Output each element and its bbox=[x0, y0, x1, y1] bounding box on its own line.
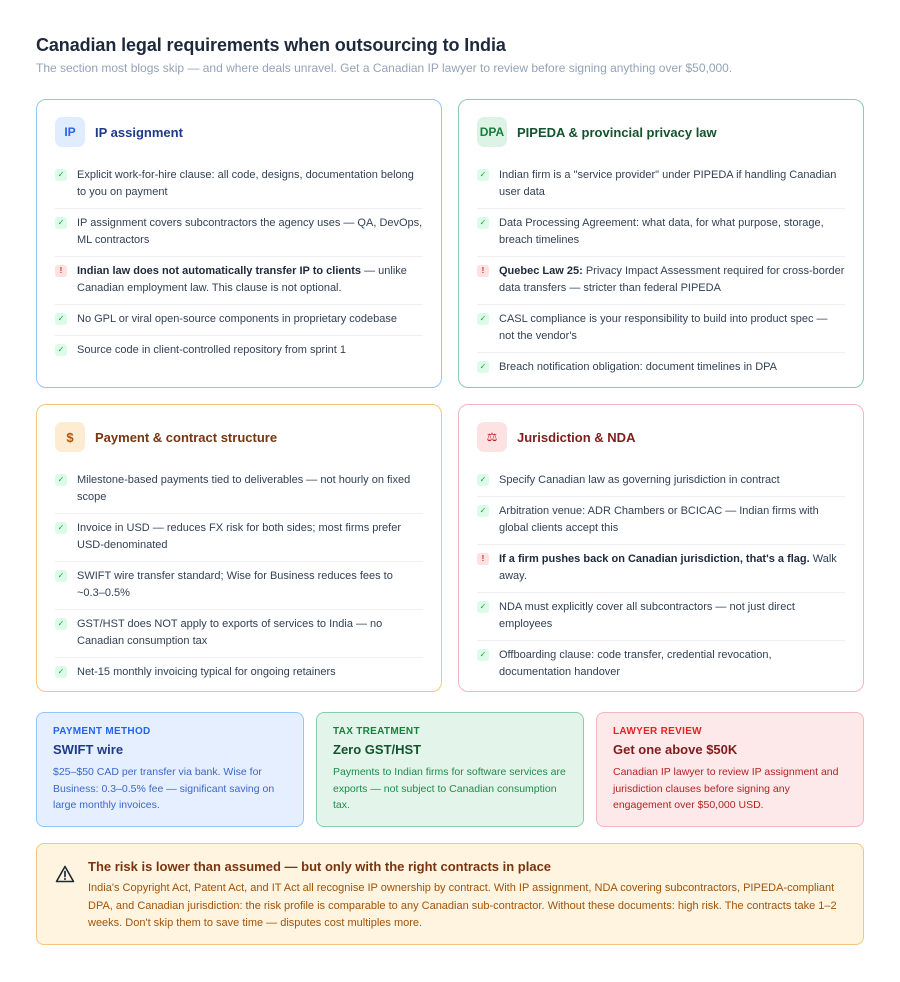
tax-treatment-stat bbox=[316, 712, 584, 827]
requirement-text bbox=[499, 599, 845, 633]
requirement-detail: Indian firm is a "service provider" under PIPEDA if handling Canadian user data bbox=[499, 169, 837, 198]
requirement-detail: Arbitration venue: ADR Chambers or BCICAC — Indian firms with global clients accept this bbox=[499, 505, 819, 534]
checkmark-icon: ✓ bbox=[477, 649, 489, 661]
requirement-item bbox=[477, 593, 845, 641]
stat-description: Canadian IP lawyer to review IP assignment and jurisdiction clauses before signing any engagement over $50,000 USD. bbox=[613, 766, 839, 811]
requirement-text bbox=[77, 616, 423, 650]
requirement-emphasis: Quebec Law 25: bbox=[499, 265, 583, 277]
requirement-detail: Offboarding clause: code transfer, credential revocation, documentation handover bbox=[499, 649, 772, 678]
requirement-detail: GST/HST does NOT apply to exports of services to India — no Canadian consumption tax bbox=[77, 618, 383, 647]
privacy-law-card bbox=[458, 99, 864, 388]
requirement-detail: Data Processing Agreement: what data, for what purpose, storage, breach timelines bbox=[499, 217, 824, 246]
requirement-text bbox=[77, 311, 397, 328]
warning-triangle-icon bbox=[55, 864, 75, 884]
requirement-item bbox=[55, 161, 423, 209]
requirement-list bbox=[55, 161, 423, 366]
requirement-emphasis: If a firm pushes back on Canadian jurisdiction, that's a flag. bbox=[499, 553, 810, 565]
requirement-text bbox=[77, 342, 346, 359]
requirement-text bbox=[499, 215, 845, 249]
requirement-list bbox=[477, 466, 845, 688]
requirement-item bbox=[477, 353, 845, 383]
ip-assignment-card bbox=[36, 99, 442, 388]
requirement-detail: No GPL or viral open-source components in proprietary codebase bbox=[77, 313, 397, 325]
stat-value: SWIFT wire bbox=[53, 742, 124, 757]
requirement-item bbox=[55, 209, 423, 257]
card-title: Jurisdiction & NDA bbox=[517, 429, 636, 445]
requirement-item bbox=[55, 514, 423, 562]
checkmark-icon: ✓ bbox=[55, 570, 67, 582]
requirement-item bbox=[477, 305, 845, 353]
requirement-item bbox=[55, 466, 423, 514]
jurisdiction-nda-card bbox=[458, 404, 864, 692]
checkmark-icon: ✓ bbox=[477, 505, 489, 517]
risk-title: The risk is lower than assumed — but only with the right contracts in place bbox=[88, 859, 552, 874]
requirement-text bbox=[499, 647, 845, 681]
checkmark-icon: ✓ bbox=[55, 666, 67, 678]
stat-value: Get one above $50K bbox=[613, 742, 738, 757]
requirement-item bbox=[477, 497, 845, 545]
stat-description: Payments to Indian firms for software services are exports — not subject to Canadian consumption tax. bbox=[333, 766, 566, 811]
requirement-emphasis: Indian law does not automatically transfer IP to clients bbox=[77, 265, 362, 277]
checkmark-icon: ✓ bbox=[55, 474, 67, 486]
stat-label: LAWYER REVIEW bbox=[613, 726, 702, 737]
requirement-text bbox=[77, 472, 423, 506]
requirement-item bbox=[477, 209, 845, 257]
requirement-detail: Specify Canadian law as governing jurisdiction in contract bbox=[499, 474, 780, 486]
stat-value: Zero GST/HST bbox=[333, 742, 422, 757]
requirement-text bbox=[499, 551, 845, 585]
requirement-detail: NDA must explicitly cover all subcontractors — not just direct employees bbox=[499, 601, 795, 630]
requirement-detail: Net-15 monthly invoicing typical for ongoing retainers bbox=[77, 666, 336, 678]
requirement-detail: Breach notification obligation: document timelines in DPA bbox=[499, 361, 778, 373]
checkmark-icon: ✓ bbox=[477, 169, 489, 181]
exclamation-icon: ! bbox=[477, 553, 489, 565]
ip-badge-icon: IP bbox=[55, 117, 85, 147]
requirement-item bbox=[55, 257, 423, 305]
requirement-text bbox=[499, 311, 845, 345]
requirement-detail: Invoice in USD — reduces FX risk for both sides; most firms prefer USD-denominated bbox=[77, 522, 401, 551]
requirement-item bbox=[477, 257, 845, 305]
scales-badge-icon: ⚖ bbox=[477, 422, 507, 452]
requirement-text bbox=[499, 263, 845, 297]
requirement-detail: Walk away. bbox=[499, 553, 837, 582]
payment-contract-card bbox=[36, 404, 442, 692]
requirement-item bbox=[55, 336, 423, 366]
requirement-text bbox=[77, 664, 336, 681]
requirement-item bbox=[477, 641, 845, 688]
requirement-detail: SWIFT wire transfer standard; Wise for Business reduces fees to ~0.3–0.5% bbox=[77, 570, 393, 599]
checkmark-icon: ✓ bbox=[477, 601, 489, 613]
stat-label: PAYMENT METHOD bbox=[53, 726, 151, 737]
stat-label: TAX TREATMENT bbox=[333, 726, 420, 737]
requirement-detail: Source code in client-controlled repository from sprint 1 bbox=[77, 344, 347, 356]
requirement-item bbox=[477, 545, 845, 593]
requirement-list bbox=[55, 466, 423, 688]
risk-callout bbox=[36, 843, 864, 945]
requirement-item bbox=[477, 161, 845, 209]
dollar-badge-icon: $ bbox=[55, 422, 85, 452]
checkmark-icon: ✓ bbox=[55, 313, 67, 325]
checkmark-icon: ✓ bbox=[477, 217, 489, 229]
risk-text: India's Copyright Act, Patent Act, and IT Act all recognise IP ownership by contract. With IP assignment, NDA covering subcontractors, PIPEDA-compliant DPA, and Canadian jurisdiction: the risk profile is comparable to any Canadian sub-contractor. Without these documents: high risk. The contracts take 1–2 weeks. Don't skip them to save time — disputes cost multiples more. bbox=[88, 882, 837, 929]
requirement-text bbox=[77, 263, 423, 297]
page-subtitle: The section most blogs skip — and where deals unravel. Get a Canadian IP lawyer to review before signing anything over $50,000. bbox=[36, 61, 733, 75]
lawyer-review-stat bbox=[596, 712, 864, 827]
checkmark-icon: ✓ bbox=[55, 217, 67, 229]
checkmark-icon: ✓ bbox=[477, 474, 489, 486]
requirement-detail: IP assignment covers subcontractors the agency uses — QA, DevOps, ML contractors bbox=[77, 217, 423, 246]
requirement-text bbox=[499, 167, 845, 201]
card-title: Payment & contract structure bbox=[95, 429, 278, 445]
requirement-item bbox=[55, 562, 423, 610]
card-title: IP assignment bbox=[95, 124, 183, 140]
requirement-detail: CASL compliance is your responsibility to build into product spec — not the vendor's bbox=[499, 313, 828, 342]
stat-description: $25–$50 CAD per transfer via bank. Wise for Business: 0.3–0.5% fee — significant saving on large monthly invoices. bbox=[53, 766, 275, 811]
requirement-text bbox=[77, 215, 423, 249]
requirement-detail: Privacy Impact Assessment required for cross-border data transfers — stricter than federal PIPEDA bbox=[499, 265, 845, 294]
requirement-text bbox=[499, 503, 845, 537]
requirement-item bbox=[55, 305, 423, 336]
requirement-detail: Explicit work-for-hire clause: all code, designs, documentation belong to you on payment bbox=[77, 169, 414, 198]
requirement-item bbox=[477, 466, 845, 497]
requirement-item bbox=[55, 610, 423, 658]
payment-method-stat bbox=[36, 712, 304, 827]
requirement-text bbox=[499, 359, 777, 376]
requirement-item bbox=[55, 658, 423, 688]
requirement-text bbox=[77, 167, 423, 201]
requirement-detail: — unlike Canadian employment law. This clause is not optional. bbox=[77, 265, 407, 294]
checkmark-icon: ✓ bbox=[477, 361, 489, 373]
requirement-list bbox=[477, 161, 845, 383]
exclamation-icon: ! bbox=[477, 265, 489, 277]
requirement-detail: Milestone-based payments tied to deliverables — not hourly on fixed scope bbox=[77, 474, 411, 503]
checkmark-icon: ✓ bbox=[55, 522, 67, 534]
checkmark-icon: ✓ bbox=[55, 344, 67, 356]
requirement-text bbox=[77, 568, 423, 602]
dpa-badge-icon: DPA bbox=[477, 117, 507, 147]
page-title: Canadian legal requirements when outsourcing to India bbox=[36, 35, 506, 55]
exclamation-icon: ! bbox=[55, 265, 67, 277]
card-title: PIPEDA & provincial privacy law bbox=[517, 124, 717, 140]
requirement-text bbox=[499, 472, 780, 489]
checkmark-icon: ✓ bbox=[55, 618, 67, 630]
checkmark-icon: ✓ bbox=[477, 313, 489, 325]
requirement-text bbox=[77, 520, 423, 554]
checkmark-icon: ✓ bbox=[55, 169, 67, 181]
